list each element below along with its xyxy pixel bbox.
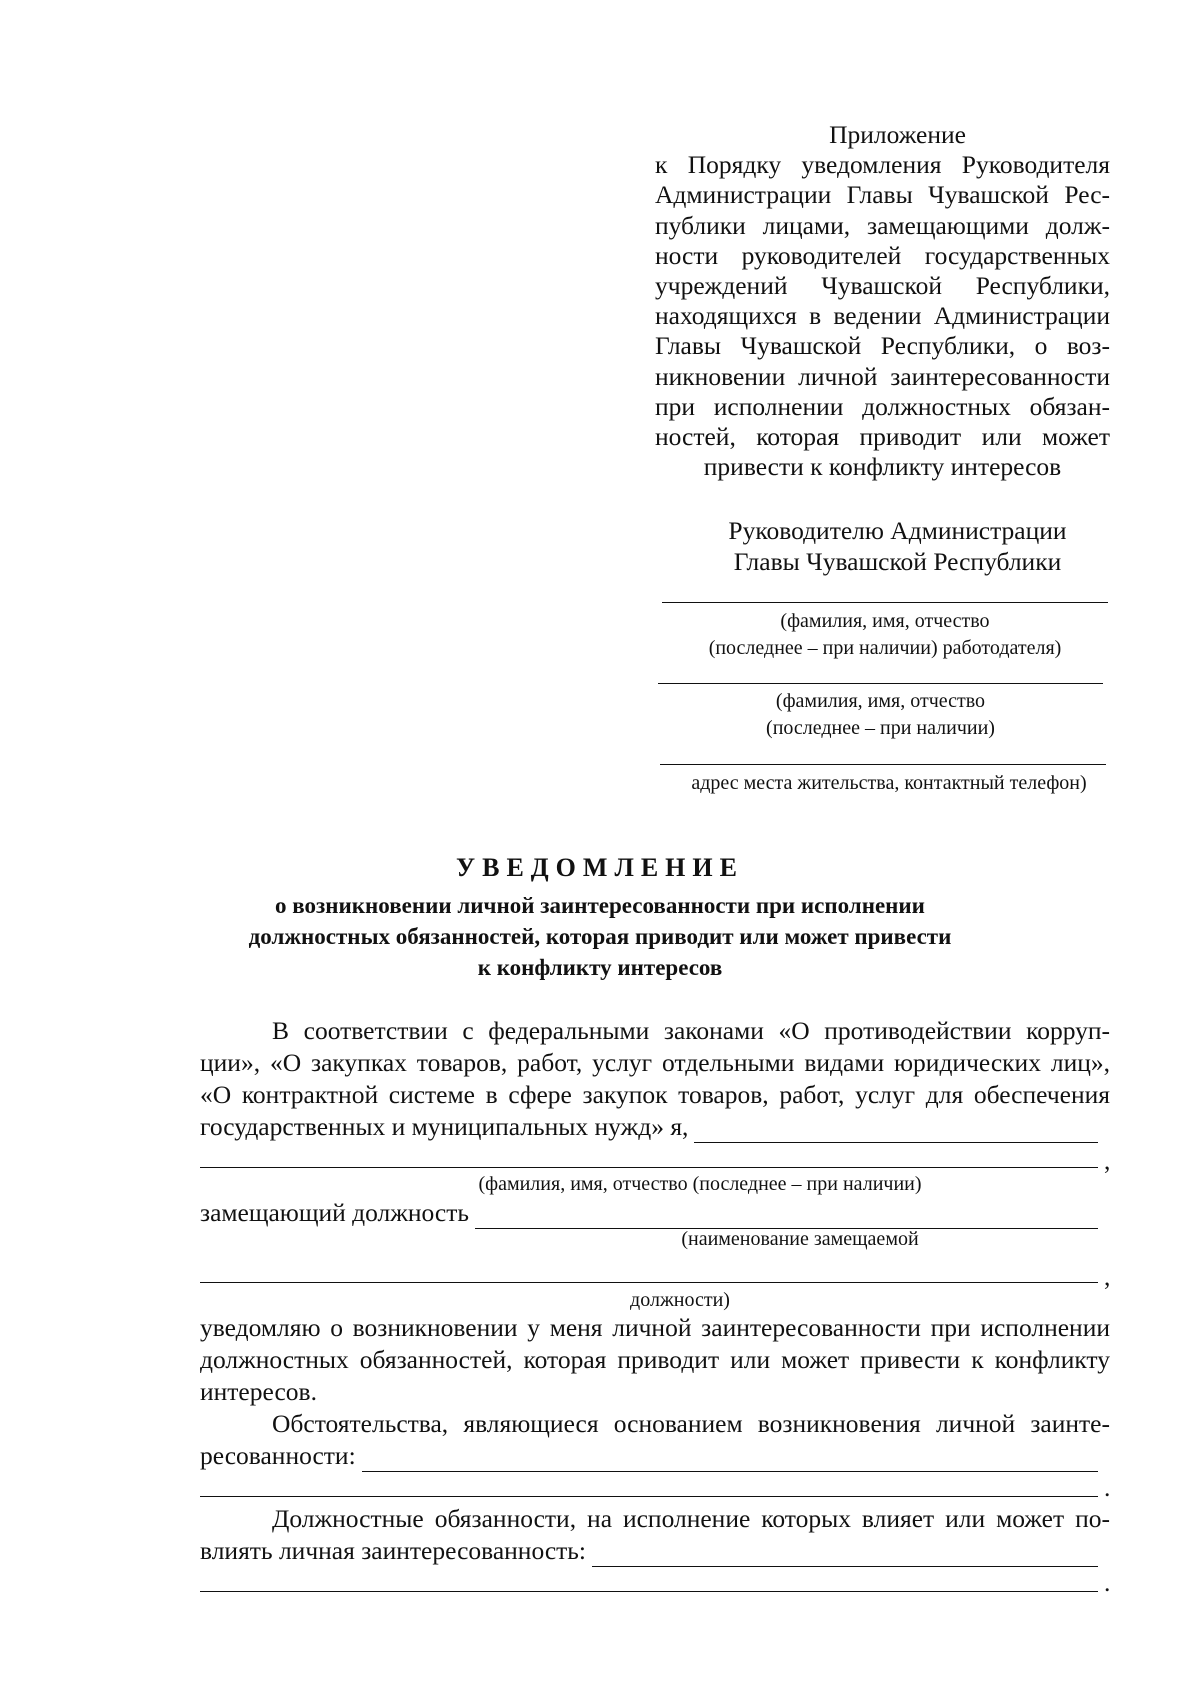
appendix-line: учреждений Чувашской Республики,	[655, 271, 1110, 301]
body-text-line: «О контрактной системе в сфере закупок товаров, работ, услуг для обеспечения	[200, 1080, 1110, 1109]
body-text-line: интересов.	[200, 1377, 317, 1406]
address-phone-line[interactable]	[660, 764, 1106, 765]
employee-name-field[interactable]	[658, 683, 1103, 742]
address-phone-field[interactable]	[660, 764, 1106, 797]
appendix-line: привести к конфликту интересов	[703, 452, 1062, 482]
position-caption-1: (наименование замещаемой	[681, 1228, 919, 1250]
notice-subheading-line: о возникновении личной заинтересованности при исполнении	[275, 893, 925, 918]
comma-mark: ,	[1104, 1146, 1111, 1175]
address-phone-caption: адрес места жительства, контактный телефон)	[691, 772, 1087, 794]
notice-subheading-line: к конфликту интересов	[477, 955, 723, 980]
duties-field-line-2[interactable]	[200, 1591, 1098, 1592]
employee-name-caption-1: (фамилия, имя, отчество	[775, 690, 986, 712]
position-caption-2: должности)	[630, 1289, 730, 1311]
employer-name-field[interactable]	[662, 602, 1108, 662]
body-text-line: уведомляю о возникновении у меня личной заинтересованности при исполнении	[200, 1313, 1110, 1342]
employer-name-caption-1: (фамилия, имя, отчество	[780, 610, 990, 632]
appendix-line: публики лицами, замещающими долж-	[655, 210, 1110, 240]
addressee-line-2: Главы Чувашской Республики	[733, 547, 1062, 576]
circumstances-field-line-2[interactable]	[200, 1496, 1098, 1497]
fio-field-line-1[interactable]	[694, 1120, 1098, 1143]
body-text-fragment: ресованности:	[200, 1441, 356, 1470]
body-text-line: ции», «О закупках товаров, работ, услуг отдельными видами юридических лиц»,	[200, 1048, 1110, 1077]
duties-field-line-1[interactable]	[592, 1544, 1098, 1567]
body-text-line: Обстоятельства, являющиеся основанием возникновения личной заинте-	[272, 1409, 1110, 1438]
appendix-line: к Порядку уведомления Руководителя	[655, 150, 1110, 180]
appendix-block	[655, 120, 1110, 482]
body-text-fragment: государственных и муниципальных нужд» я,	[200, 1112, 689, 1141]
appendix-line: находящихся в ведении Администрации	[655, 301, 1110, 331]
period-mark: .	[1104, 1568, 1111, 1597]
fio-caption: (фамилия, имя, отчество (последнее – при наличии)	[478, 1173, 922, 1195]
duties-row	[200, 1535, 1098, 1567]
appendix-line: Администрации Главы Чувашской Рес-	[655, 180, 1110, 210]
appendix-line: ностей, которая приводит или может	[655, 422, 1110, 452]
employer-name-line[interactable]	[662, 602, 1108, 603]
notice-heading: УВЕДОМЛЕНИЕ	[456, 853, 744, 882]
body-text-line	[200, 1111, 1098, 1143]
body-text-line: должностных обязанностей, которая приводит или может привести к конфликту	[200, 1345, 1110, 1374]
appendix-line: Главы Чувашской Республики, о воз-	[655, 331, 1110, 361]
addressee-block	[700, 515, 1095, 577]
comma-mark: ,	[1104, 1262, 1111, 1291]
position-row	[200, 1197, 1098, 1229]
circumstances-field-line-1[interactable]	[362, 1449, 1098, 1472]
body-text-line: В соответствии с федеральными законами «О противодействии корруп-	[272, 1016, 1110, 1045]
appendix-line: никновении личной заинтересованности	[655, 361, 1110, 391]
employer-name-caption-2: (последнее – при наличии) работодателя)	[708, 637, 1062, 659]
appendix-line: ности руководителей государственных	[655, 240, 1110, 270]
fio-field-line-2[interactable]	[200, 1167, 1098, 1168]
circumstances-row	[200, 1440, 1098, 1472]
position-field-line-2[interactable]	[200, 1282, 1098, 1283]
addressee-line-1: Руководителю Администрации	[728, 516, 1067, 545]
body-text-line: Должностные обязанности, на исполнение которых влияет или может по-	[272, 1504, 1110, 1533]
appendix-title: Приложение	[829, 120, 966, 149]
period-mark: .	[1104, 1473, 1111, 1502]
appendix-line: при исполнении должностных обязан-	[655, 391, 1110, 421]
body-text-fragment: влиять личная заинтересованность:	[200, 1536, 587, 1565]
employee-name-line[interactable]	[658, 683, 1103, 684]
position-label: замещающий должность	[200, 1198, 470, 1227]
employee-name-caption-2: (последнее – при наличии)	[766, 717, 995, 739]
notice-subheading	[220, 890, 980, 983]
notice-subheading-line: должностных обязанностей, которая приводит или может привести	[248, 924, 952, 949]
